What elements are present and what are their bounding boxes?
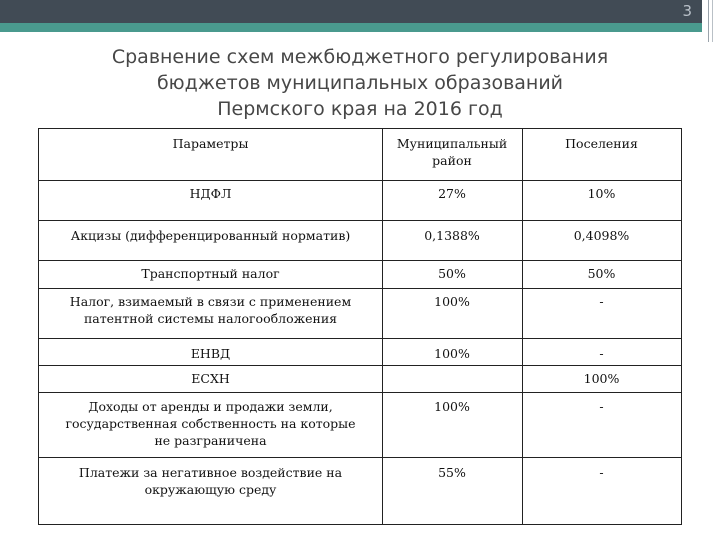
table-row xyxy=(39,181,681,221)
row-district-value xyxy=(382,366,522,392)
row-param xyxy=(39,289,382,338)
row-param: Акцизы (дифференцированный норматив) xyxy=(70,228,351,243)
comparison-table xyxy=(38,128,682,525)
slide-accent-bar xyxy=(0,23,702,32)
table-row xyxy=(39,458,681,524)
header-settlements: Поселения xyxy=(565,136,638,151)
table-row xyxy=(39,366,681,393)
header-params: Параметры xyxy=(172,136,249,151)
title-line-1: Сравнение схем межбюджетного регулирования xyxy=(111,46,609,68)
table-row xyxy=(39,221,681,261)
row-settlement-value: 50% xyxy=(587,266,616,281)
row-param-line: Налог, взимаемый в связи с применением xyxy=(69,294,352,309)
row-param: НДФЛ xyxy=(189,186,232,201)
table-row xyxy=(39,393,681,458)
row-param: ЕСХН xyxy=(191,371,230,386)
slide-header-bar xyxy=(0,0,702,23)
row-district-value: 27% xyxy=(438,186,466,201)
row-settlement-value: - xyxy=(599,294,604,309)
row-param-line: патентной системы налогообложения xyxy=(83,311,338,326)
row-param-line: Платежи за негативное воздействие на xyxy=(78,465,343,480)
title-line-3: Пермского края на 2016 год xyxy=(217,98,503,120)
row-param: Транспортный налог xyxy=(141,266,280,281)
table-row xyxy=(39,289,681,339)
table-row xyxy=(39,339,681,365)
slide-edge-line-2 xyxy=(712,0,713,42)
row-settlement-value: - xyxy=(599,399,604,414)
header-district xyxy=(382,129,522,180)
row-param xyxy=(39,458,382,524)
row-settlement-value: - xyxy=(599,346,604,361)
row-settlement-value: 0,4098% xyxy=(573,228,630,243)
table-header-row xyxy=(39,129,681,181)
row-settlement-value: - xyxy=(599,465,604,480)
row-param-line: окружающую среду xyxy=(144,482,277,497)
row-settlement-value: 10% xyxy=(587,186,616,201)
row-settlement-value: 100% xyxy=(583,371,620,386)
slide-title xyxy=(40,44,680,122)
page-number: 3 xyxy=(682,2,692,20)
row-district-value: 100% xyxy=(434,399,470,414)
row-district-value: 100% xyxy=(434,294,470,309)
row-param: ЕНВД xyxy=(190,346,231,361)
row-param-line: Доходы от аренды и продажи земли, xyxy=(88,399,333,414)
row-district-value: 55% xyxy=(438,465,466,480)
header-district-line-2: район xyxy=(432,153,472,168)
row-district-value: 50% xyxy=(438,266,466,281)
row-param-line: не разграничена xyxy=(154,433,267,448)
table-row xyxy=(39,261,681,289)
header-district-line-1: Муниципальный xyxy=(396,136,508,151)
title-line-2: бюджетов муниципальных образований xyxy=(156,72,564,94)
row-param xyxy=(39,393,382,457)
row-param-line: государственная собственность на которые xyxy=(65,416,356,431)
row-district-value: 100% xyxy=(434,346,470,361)
row-district-value: 0,1388% xyxy=(424,228,480,243)
slide-edge-line xyxy=(708,0,709,42)
